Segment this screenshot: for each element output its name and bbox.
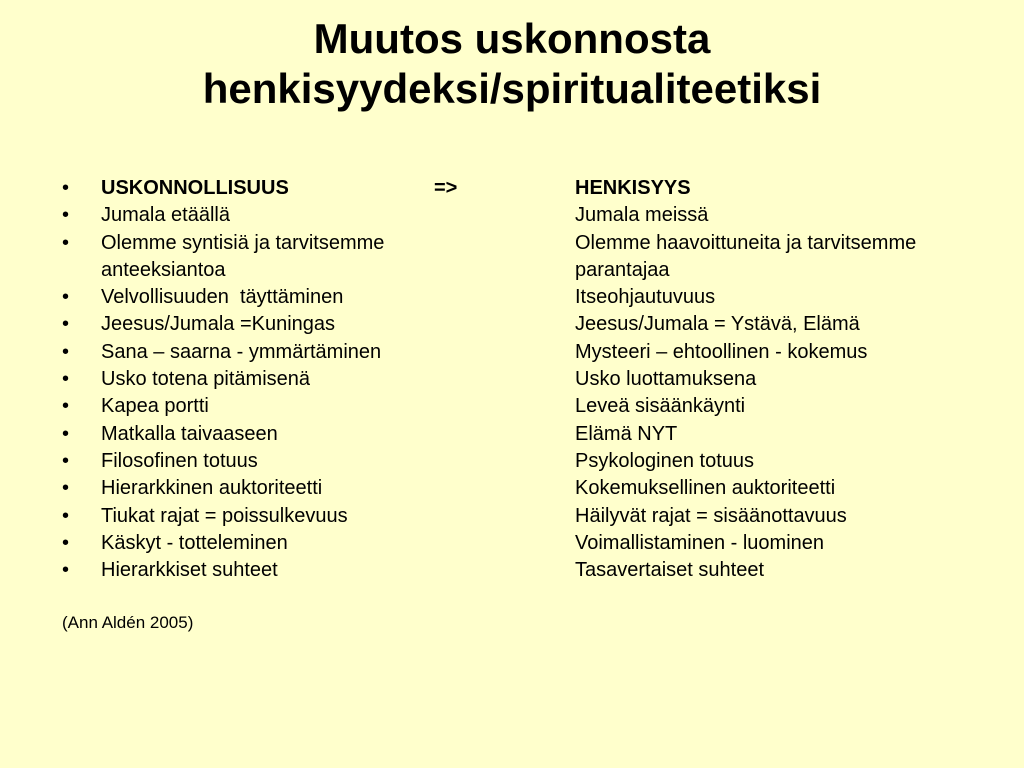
bullet-icon: • <box>62 340 70 363</box>
religiosity-item: Hierarkkinen auktoriteetti <box>101 477 323 500</box>
spirituality-item: Häilyvät rajat = sisäänottavuus <box>575 504 847 527</box>
slide-title <box>0 14 1024 114</box>
comparison-row <box>0 366 1024 393</box>
comparison-row <box>0 530 1024 557</box>
comparison-row <box>0 448 1024 475</box>
religiosity-item: Jeesus/Jumala =Kuningas <box>101 313 336 336</box>
comparison-row <box>0 503 1024 530</box>
comparison-row <box>0 557 1024 584</box>
bullet-icon: • <box>62 477 70 500</box>
bullet-icon: • <box>62 204 70 227</box>
religiosity-item: Usko totena pitämisenä <box>101 368 311 391</box>
comparison-row <box>0 475 1024 502</box>
spirituality-item: Usko luottamuksena <box>575 368 757 391</box>
slide-title-line-1: Muutos uskonnosta <box>313 15 711 62</box>
header-right-label: HENKISYYS <box>575 177 691 199</box>
bullet-icon: • <box>62 231 70 254</box>
religiosity-item: Olemme syntisiä ja tarvitsemme anteeksiantoa <box>101 231 385 281</box>
religiosity-item: Velvollisuuden täyttäminen <box>101 286 344 309</box>
bullet-icon: • <box>62 504 70 527</box>
bullet-icon: • <box>62 313 70 336</box>
slide-title-line-2: henkisyydeksi/spiritualiteetiksi <box>202 65 822 112</box>
comparison-row <box>0 311 1024 338</box>
religiosity-item: Matkalla taivaaseen <box>101 422 278 445</box>
bullet-icon: • <box>62 559 70 582</box>
religiosity-item: Jumala etäällä <box>101 204 230 227</box>
header-left-label: USKONNOLLISUUS <box>101 177 289 199</box>
comparison-row <box>0 230 1024 285</box>
bullet-icon: • <box>62 449 70 472</box>
bullet-icon: • <box>62 422 70 445</box>
spirituality-item: Psykologinen totuus <box>575 449 755 472</box>
bullet-icon: • <box>62 368 70 391</box>
spirituality-item: Jumala meissä <box>575 204 709 227</box>
spirituality-item: Jeesus/Jumala = Ystävä, Elämä <box>575 313 860 336</box>
comparison-list <box>0 175 1024 584</box>
religiosity-item: Hierarkkiset suhteet <box>101 559 278 582</box>
religiosity-item: Käskyt - totteleminen <box>101 531 288 554</box>
comparison-row <box>0 339 1024 366</box>
bullet-icon: • <box>62 395 70 418</box>
spirituality-item: Kokemuksellinen auktoriteetti <box>575 477 836 500</box>
religiosity-item: Sana – saarna - ymmärtäminen <box>101 340 382 363</box>
spirituality-item: Olemme haavoittuneita ja tarvitsemme parantajaa <box>575 231 917 281</box>
bullet-icon: • <box>62 286 70 309</box>
religiosity-item: Tiukat rajat = poissulkevuus <box>101 504 348 527</box>
bullet-icon: • <box>62 177 70 199</box>
comparison-row <box>0 421 1024 448</box>
comparison-row <box>0 393 1024 420</box>
arrow-label: => <box>434 177 458 199</box>
spirituality-item: Itseohjautuvuus <box>575 286 716 309</box>
spirituality-item: Tasavertaiset suhteet <box>575 559 764 582</box>
religiosity-item: Filosofinen totuus <box>101 449 258 472</box>
spirituality-item: Leveä sisäänkäynti <box>575 395 746 418</box>
comparison-header-row <box>0 175 1024 202</box>
spirituality-item: Mysteeri – ehtoollinen - kokemus <box>575 340 868 363</box>
spirituality-item: Elämä NYT <box>575 422 678 445</box>
citation: (Ann Aldén 2005) <box>62 613 194 632</box>
spirituality-item: Voimallistaminen - luominen <box>575 531 825 554</box>
bullet-icon: • <box>62 531 70 554</box>
religiosity-item: Kapea portti <box>101 395 209 418</box>
comparison-row <box>0 202 1024 229</box>
comparison-row <box>0 284 1024 311</box>
